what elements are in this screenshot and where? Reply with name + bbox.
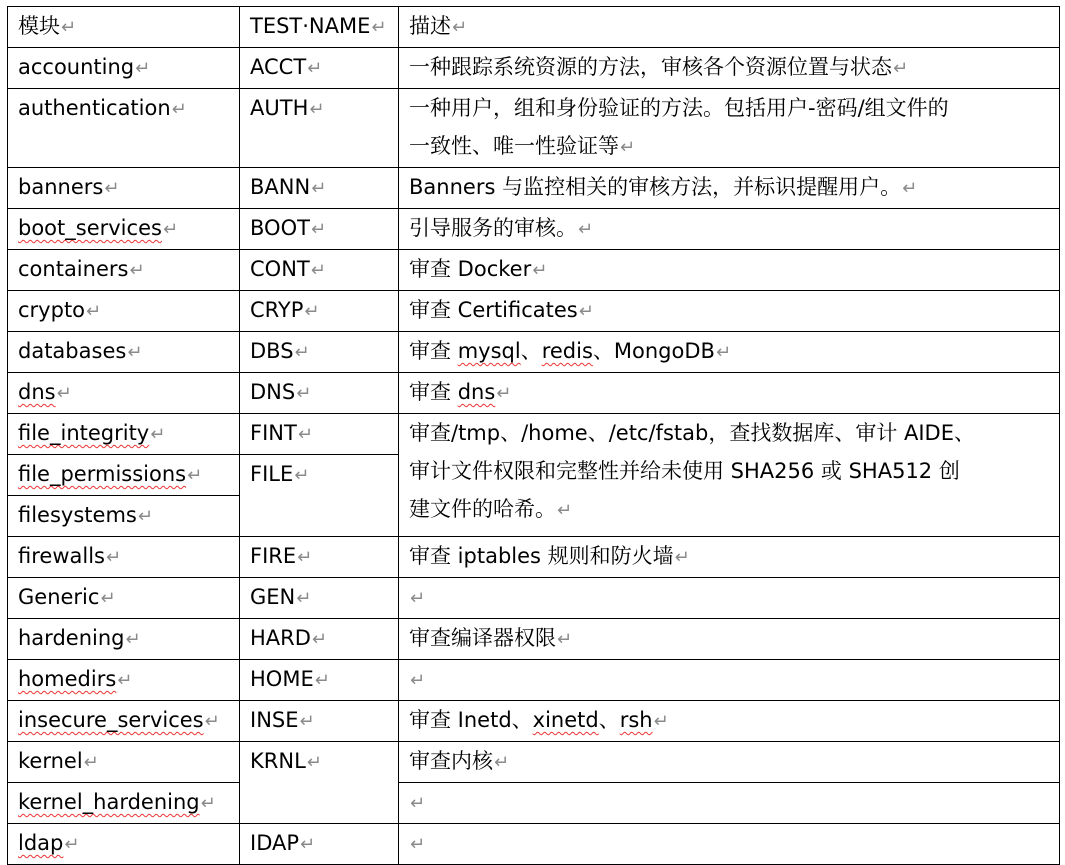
module-name: file_integrity [18, 421, 150, 445]
paragraph-mark-icon: ↵ [150, 424, 166, 445]
paragraph-mark-icon: ↵ [129, 260, 145, 281]
test-name: ACCT [250, 55, 307, 79]
paragraph-mark-icon: ↵ [893, 58, 909, 79]
paragraph-mark-icon: ↵ [902, 178, 918, 199]
paragraph-mark-icon: ↵ [653, 711, 669, 732]
description-cell [399, 168, 1060, 209]
paragraph-mark-icon: ↵ [304, 301, 320, 322]
module-cell [8, 414, 240, 455]
test-name: HOME [250, 667, 314, 691]
description-cell [399, 414, 1060, 537]
paragraph-mark-icon: ↵ [200, 793, 216, 814]
paragraph-mark-icon: ↵ [311, 629, 328, 650]
test-name-cell [240, 48, 399, 89]
paragraph-mark-icon: ↵ [557, 629, 573, 650]
module-name: crypto [18, 298, 86, 322]
description-cell [399, 578, 1060, 619]
module-name: kernel_hardening [18, 790, 200, 814]
module-cell [8, 824, 240, 865]
paragraph-mark-icon: ↵ [494, 752, 510, 773]
paragraph-mark-icon: ↵ [311, 178, 327, 199]
table-row [8, 578, 1060, 619]
description-text: 一致性、唯一性验证等 [409, 134, 619, 158]
description-text: 引导服务的审核。 [409, 216, 577, 240]
paragraph-mark-icon: ↵ [104, 178, 120, 199]
table-row [8, 742, 1060, 783]
description-text: 审查编译器权限 [409, 626, 556, 650]
paragraph-mark-icon: ↵ [135, 58, 151, 79]
description-cell [399, 660, 1060, 701]
module-cell [8, 373, 240, 414]
description-text: rsh [619, 708, 653, 732]
test-name: FIRE [250, 544, 297, 568]
paragraph-mark-icon: ↵ [557, 500, 573, 521]
description-text: 审查 Docker [409, 257, 532, 281]
paragraph-mark-icon: ↵ [452, 17, 468, 38]
description-text: 审计文件权限和完整性并给未使用 SHA256 或 SHA512 创 [409, 459, 960, 483]
header-test-name [240, 7, 399, 48]
module-name: Generic [18, 585, 100, 609]
paragraph-mark-icon: ↵ [307, 58, 323, 79]
paragraph-mark-icon: ↵ [310, 219, 327, 240]
module-name: containers [18, 257, 129, 281]
description-text: 、 [598, 708, 620, 732]
test-name: BANN [250, 175, 311, 199]
description-cell [399, 373, 1060, 414]
module-name: hardening [18, 626, 125, 650]
module-name: accounting [18, 55, 135, 79]
test-name-cell [240, 660, 399, 701]
test-name-cell [240, 89, 399, 168]
test-name: CONT [250, 257, 310, 281]
description-text: 一种跟踪系统资源的方法，审核各个资源位置与状态 [409, 55, 892, 79]
test-name-cell [240, 537, 399, 578]
paragraph-mark-icon: ↵ [162, 219, 179, 240]
test-name-cell [240, 742, 399, 824]
paragraph-mark-icon: ↵ [187, 465, 203, 486]
test-name-cell [240, 250, 399, 291]
test-name-cell [240, 824, 399, 865]
module-cell [8, 619, 240, 660]
description-text: 审查内核 [409, 749, 493, 773]
module-cell [8, 455, 240, 496]
test-name-cell [240, 332, 399, 373]
module-cell [8, 89, 240, 168]
module-name: boot_services [18, 216, 162, 240]
description-cell [399, 701, 1060, 742]
header-module-text: 模块 [18, 14, 60, 38]
paragraph-mark-icon: ↵ [715, 342, 732, 363]
paragraph-mark-icon: ↵ [300, 834, 316, 855]
test-name-cell [240, 701, 399, 742]
paragraph-mark-icon: ↵ [56, 383, 72, 404]
module-table [7, 6, 1060, 865]
description-cell [399, 742, 1060, 783]
description-cell [399, 783, 1060, 824]
description-cell [399, 250, 1060, 291]
paragraph-mark-icon: ↵ [86, 301, 102, 322]
description-text: 一种用户，组和身份验证的方法。包括用户-密码/组文件的 [409, 96, 949, 120]
paragraph-mark-icon: ↵ [410, 834, 426, 855]
description-text: xinetd [532, 708, 599, 732]
test-name: FILE [250, 462, 294, 486]
description-cell [399, 291, 1060, 332]
module-name: filesystems [18, 503, 137, 527]
test-name-cell [240, 619, 399, 660]
module-name: ldap [18, 831, 64, 855]
test-name-cell [240, 291, 399, 332]
paragraph-mark-icon: ↵ [297, 547, 313, 568]
module-cell [8, 742, 240, 783]
test-name: INSE [250, 708, 299, 732]
table-row [8, 291, 1060, 332]
paragraph-mark-icon: ↵ [578, 301, 594, 322]
module-cell [8, 783, 240, 824]
paragraph-mark-icon: ↵ [105, 547, 122, 568]
paragraph-mark-icon: ↵ [204, 711, 220, 732]
module-name: firewalls [18, 544, 105, 568]
paragraph-mark-icon: ↵ [83, 752, 99, 773]
description-text: 审查 Certificates [409, 298, 578, 322]
module-cell [8, 250, 240, 291]
description-text: 、MongoDB [592, 339, 715, 363]
test-name: FINT [250, 421, 297, 445]
table-row [8, 783, 1060, 824]
module-cell [8, 332, 240, 373]
description-text: dns [457, 380, 496, 404]
test-name: AUTH [250, 96, 309, 120]
paragraph-mark-icon: ↵ [299, 711, 315, 732]
paragraph-mark-icon: ↵ [137, 506, 153, 527]
paragraph-mark-icon: ↵ [100, 588, 116, 609]
description-text: mysql [457, 339, 521, 363]
paragraph-mark-icon: ↵ [171, 99, 187, 120]
table-row [8, 660, 1060, 701]
paragraph-mark-icon: ↵ [410, 793, 426, 814]
paragraph-mark-icon: ↵ [297, 424, 313, 445]
description-cell [399, 332, 1060, 373]
table-row [8, 250, 1060, 291]
module-cell [8, 209, 240, 250]
header-test-name-text: TEST·NAME [250, 14, 371, 38]
table-row [8, 209, 1060, 250]
test-name-cell [240, 209, 399, 250]
paragraph-mark-icon: ↵ [296, 588, 312, 609]
description-text: 审查 iptables 规则和防火墙 [409, 544, 674, 568]
description-cell [399, 89, 1060, 168]
module-cell [8, 701, 240, 742]
module-name: homedirs [18, 667, 117, 691]
paragraph-mark-icon: ↵ [306, 752, 322, 773]
table-row [8, 619, 1060, 660]
module-cell [8, 578, 240, 619]
description-cell [399, 824, 1060, 865]
paragraph-mark-icon: ↵ [296, 383, 312, 404]
test-name: CRYP [250, 298, 304, 322]
description-cell [399, 209, 1060, 250]
module-name: authentication [18, 96, 171, 120]
header-row [8, 7, 1060, 48]
paragraph-mark-icon: ↵ [532, 260, 548, 281]
test-name: KRNL [250, 749, 306, 773]
table-row [8, 537, 1060, 578]
test-name-cell [240, 578, 399, 619]
test-name-cell [240, 455, 399, 537]
test-name: BOOT [250, 216, 310, 240]
paragraph-mark-icon: ↵ [620, 137, 636, 158]
description-text: Banners 与监控相关的审核方法，并标识提醒用户。 [409, 175, 902, 199]
module-cell [8, 168, 240, 209]
module-cell [8, 291, 240, 332]
test-name: DNS [250, 380, 296, 404]
test-name: DBS [250, 339, 294, 363]
paragraph-mark-icon: ↵ [125, 629, 141, 650]
module-name: kernel [18, 749, 83, 773]
paragraph-mark-icon: ↵ [309, 99, 325, 120]
description-text: redis [541, 339, 593, 363]
paragraph-mark-icon: ↵ [64, 834, 80, 855]
table-row [8, 332, 1060, 373]
paragraph-mark-icon: ↵ [310, 260, 326, 281]
description-cell [399, 619, 1060, 660]
paragraph-mark-icon: ↵ [61, 17, 77, 38]
test-name-cell [240, 168, 399, 209]
description-cell [399, 48, 1060, 89]
paragraph-mark-icon: ↵ [496, 383, 512, 404]
paragraph-mark-icon: ↵ [410, 670, 426, 691]
description-text: 审查/tmp、/home、/etc/fstab，查找数据库、审计 AIDE、 [409, 421, 975, 445]
module-cell [8, 496, 240, 537]
test-name: HARD [250, 626, 311, 650]
test-name-cell [240, 373, 399, 414]
description-text: 审查 [409, 380, 458, 404]
description-text: 审查 [409, 339, 458, 363]
module-name: databases [18, 339, 127, 363]
paragraph-mark-icon: ↵ [294, 342, 310, 363]
test-name: GEN [250, 585, 296, 609]
table-row [8, 824, 1060, 865]
description-cell [399, 537, 1060, 578]
table-row [8, 701, 1060, 742]
test-name-cell [240, 414, 399, 455]
header-description [399, 7, 1060, 48]
header-module [8, 7, 240, 48]
table-row [8, 89, 1060, 168]
module-cell [8, 48, 240, 89]
paragraph-mark-icon: ↵ [117, 670, 133, 691]
module-name: dns [18, 380, 56, 404]
paragraph-mark-icon: ↵ [674, 547, 690, 568]
paragraph-mark-icon: ↵ [127, 342, 143, 363]
paragraph-mark-icon: ↵ [294, 465, 310, 486]
header-description-text: 描述 [409, 14, 451, 38]
table-row [8, 414, 1060, 455]
paragraph-mark-icon: ↵ [410, 588, 426, 609]
paragraph-mark-icon: ↵ [314, 670, 330, 691]
module-cell [8, 660, 240, 701]
table-row [8, 168, 1060, 209]
module-name: file_permissions [18, 462, 187, 486]
table-row [8, 48, 1060, 89]
table-row [8, 373, 1060, 414]
module-cell [8, 537, 240, 578]
test-name: IDAP [250, 831, 300, 855]
paragraph-mark-icon: ↵ [578, 219, 594, 240]
module-name: insecure_services [18, 708, 204, 732]
module-name: banners [18, 175, 104, 199]
description-text: 、 [520, 339, 542, 363]
paragraph-mark-icon: ↵ [371, 17, 387, 38]
description-text: 建文件的哈希。 [409, 497, 556, 521]
description-text: 审查 Inetd、 [409, 708, 533, 732]
